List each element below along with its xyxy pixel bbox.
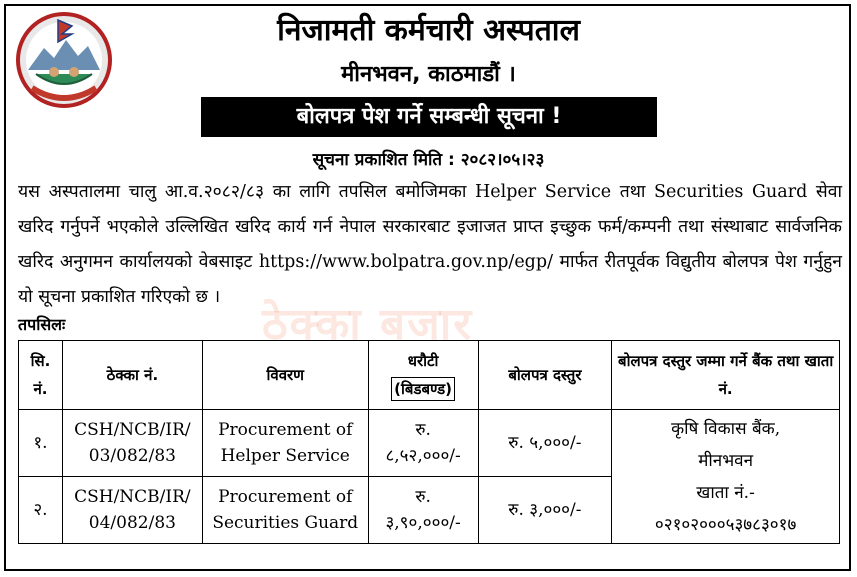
bid-table: [18, 340, 840, 544]
organization-location: मीनभवन, काठमाडौं ।: [341, 62, 516, 87]
details-label: तपसिलः: [18, 315, 66, 334]
notice-title: बोलपत्र पेश गर्ने सम्बन्धी सूचना !: [201, 97, 657, 137]
account-label: खाता नं.-: [696, 482, 755, 503]
row-bid-bond: [368, 477, 478, 544]
row-bid-bond-amount: ३,९०,०००/-: [385, 513, 461, 533]
row-contract-no: CSH/NCB/IR/ 04/082/83: [62, 477, 202, 544]
row-sn: २.: [19, 477, 63, 544]
watermark: ठेक्का बजार: [262, 299, 474, 350]
row-bid-bond-prefix: रु.: [415, 487, 431, 507]
row-description: Procurement of Securities Guard: [202, 477, 368, 544]
header-fee: बोलपत्र दस्तुर: [478, 341, 612, 410]
row-bid-bond-prefix: रु.: [415, 420, 431, 440]
row-sn: १.: [19, 410, 63, 477]
header-contract-no: ठेक्का नं.: [62, 341, 202, 410]
header-description: विवरण: [202, 341, 368, 410]
row-bid-bond-amount: ८,५२,०००/-: [385, 446, 461, 466]
account-number: ०२१०२०००५३७८३०१७: [654, 514, 797, 535]
publish-date: सूचना प्रकाशित मिति : २०८२।०५।२३: [312, 150, 545, 170]
bank-branch: मीनभवन: [698, 450, 754, 471]
header-bid-bond-sub: (बिडबण्ड): [391, 377, 455, 401]
header-bank: बोलपत्र दस्तुर जम्मा गर्ने बैंक तथा खाता नं.: [612, 341, 840, 410]
row-fee: रु. ५,०००/-: [478, 410, 612, 477]
bank-name: कृषि विकास बैंक,: [671, 418, 781, 439]
row-fee: रु. ३,०००/-: [478, 477, 612, 544]
header-bid-bond-label: धरौटी: [407, 352, 439, 370]
header-bid-bond: [368, 341, 478, 410]
row-contract-no: CSH/NCB/IR/ 03/082/83: [62, 410, 202, 477]
bank-details: [612, 410, 840, 544]
row-description: Procurement of Helper Service: [202, 410, 368, 477]
table-header-row: [19, 341, 840, 410]
header-sn: सि. नं.: [19, 341, 63, 410]
table-row: [19, 410, 840, 477]
row-bid-bond: [368, 410, 478, 477]
notice-paragraph: यस अस्पतालमा चालु आ.व.२०८२/८३ का लागि तपसिल बमोजिमका Helper Service तथा Securities Guard सेवा खरिद गर्नुपर्ने भएकोले उल्लिखित खरिद कार्य गर्न नेपाल सरकारबाट इजाजत प्राप्त इच्छुक फर्म/कम्पनी तथा संस्थाबाट सार्वजनिक खरिद अनुगमन कार्यालयको वेबसाइट https://www.bolpatra.gov.np/egp/ मार्फत रीतपूर्वक विद्युतीय बोलपत्र पेश गर्नुहुन यो सूचना प्रकाशित गरिएको छ ।: [18, 182, 842, 307]
organization-name: निजामती कर्मचारी अस्पताल: [277, 13, 580, 48]
